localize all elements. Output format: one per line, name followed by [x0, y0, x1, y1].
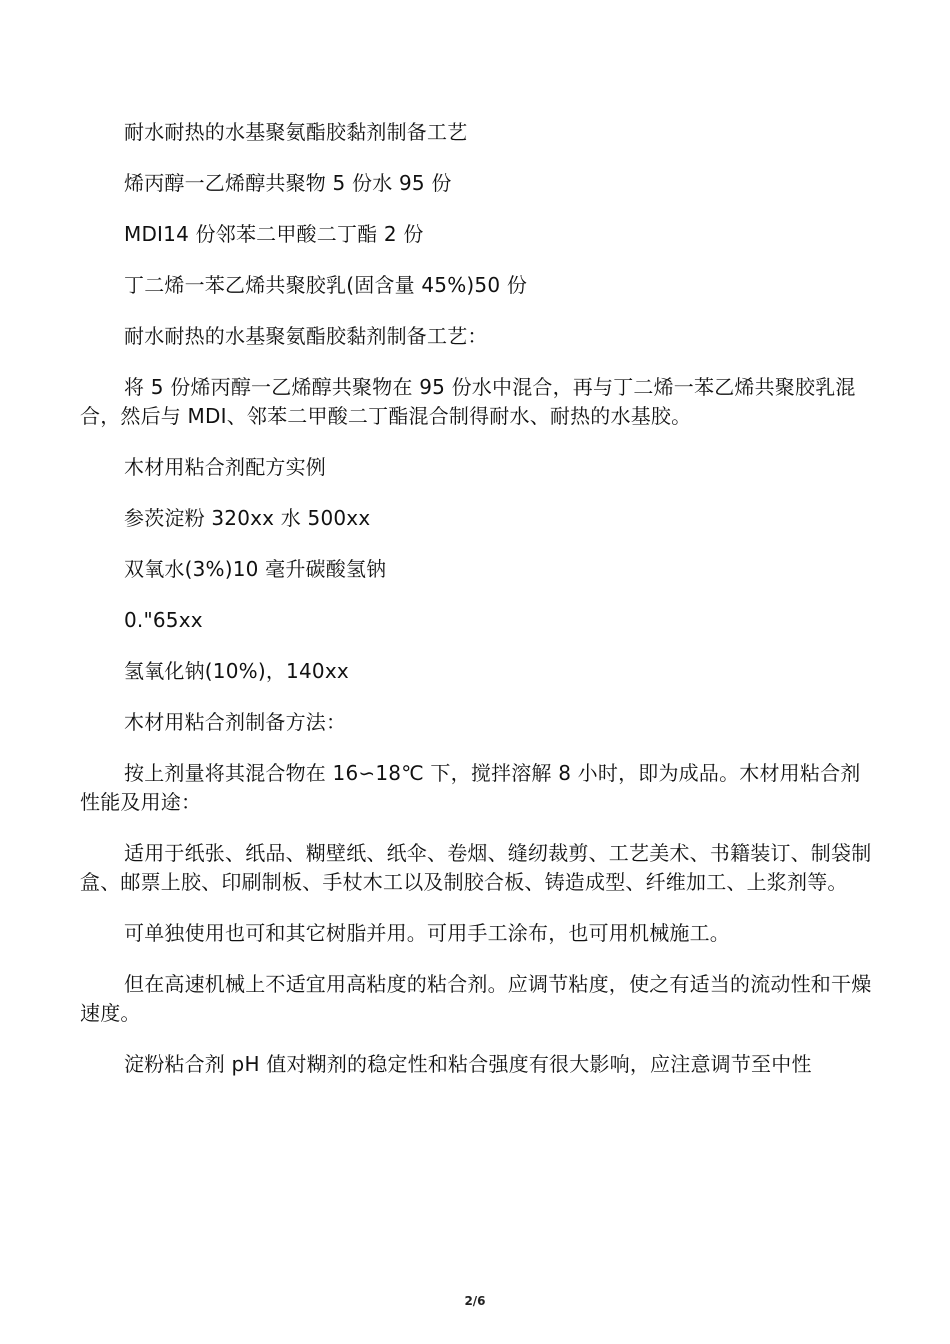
paragraph-ph: 淀粉粘合剂 pH 值对糊剂的稳定性和粘合强度有很大影响，应注意调节至中性 — [124, 1052, 812, 1076]
paragraph-ingredient-3: 丁二烯一苯乙烯共聚胶乳(固含量 45%)50 份 — [124, 273, 528, 297]
paragraph-process-text: 将 5 份烯丙醇一乙烯醇共聚物在 95 份水中混合，再与丁二烯一苯乙烯共聚胶乳混合，然后与 MDI、邻苯二甲酸二丁酯混合制得耐水、耐热的水基胶。 — [80, 375, 856, 428]
paragraph-wood-ingredient-3: 0."65xx — [124, 608, 203, 632]
paragraph-viscosity: 但在高速机械上不适宜用高粘度的粘合剂。应调节粘度，使之有适当的流动性和干燥速度。 — [80, 972, 872, 1025]
paragraph-wood-ingredient-4: 氢氧化钠(10%)，140xx — [124, 659, 349, 683]
paragraph-title: 耐水耐热的水基聚氨酯胶黏剂制备工艺 — [124, 120, 468, 144]
paragraph-wood-ingredient-2: 双氧水(3%)10 毫升碳酸氢钠 — [124, 557, 387, 581]
page-number: 2/6 — [464, 1294, 486, 1308]
paragraph-wood-method-heading: 木材用粘合剂制备方法： — [124, 710, 347, 734]
paragraph-ingredient-1: 烯丙醇一乙烯醇共聚物 5 份水 95 份 — [124, 171, 452, 195]
document-body — [80, 118, 880, 1101]
paragraph-wood-ingredient-1: 参茨淀粉 320xx 水 500xx — [124, 506, 371, 530]
paragraph-ingredient-2: MDI14 份邻苯二甲酸二丁酯 2 份 — [124, 222, 424, 246]
paragraph-combined-use: 可单独使用也可和其它树脂并用。可用手工涂布，也可用机械施工。 — [124, 921, 730, 945]
paragraph-usage: 适用于纸张、纸品、糊壁纸、纸伞、卷烟、缝纫裁剪、工艺美术、书籍装订、制袋制盒、邮票上胶、印刷制板、手杖木工以及制胶合板、铸造成型、纤维加工、上浆剂等。 — [80, 841, 872, 894]
paragraph-process-heading: 耐水耐热的水基聚氨酯胶黏剂制备工艺： — [124, 324, 488, 348]
paragraph-wood-heading: 木材用粘合剂配方实例 — [124, 455, 326, 479]
paragraph-wood-method-text: 按上剂量将其混合物在 16∽18℃ 下，搅拌溶解 8 小时，即为成品。木材用粘合剂性能及用途： — [80, 761, 861, 814]
